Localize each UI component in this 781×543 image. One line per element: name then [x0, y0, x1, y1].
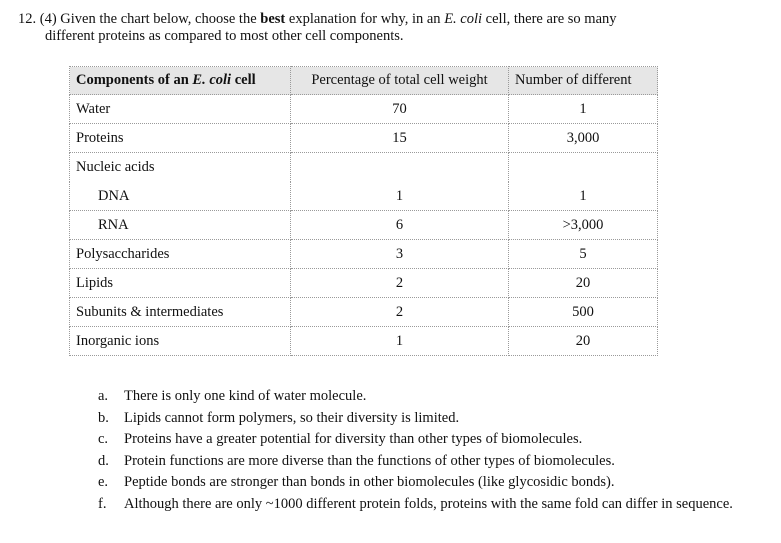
row-count: 1 [509, 95, 658, 124]
row-percent: 3 [291, 240, 509, 269]
row-count: 1 [509, 182, 658, 211]
row-name: DNA [70, 182, 291, 211]
row-percent: 15 [291, 124, 509, 153]
row-percent: 1 [291, 182, 509, 211]
table-row [70, 211, 658, 240]
table-row [70, 327, 658, 356]
question-text-c: cell, there are so many [482, 11, 617, 27]
row-percent: 2 [291, 269, 509, 298]
row-name: Water [70, 95, 291, 124]
choice-letter: d. [98, 452, 109, 469]
choice-letter: f. [98, 495, 107, 512]
choice-text: Lipids cannot form polymers, so their diversity is limited. [124, 409, 460, 426]
choice-text: Although there are only ~1000 different protein folds, proteins with the same fold can differ in sequence. [124, 495, 733, 512]
answer-choices [98, 388, 758, 517]
row-name: Nucleic acids [70, 153, 291, 182]
row-count: 5 [509, 240, 658, 269]
cell-components-table [69, 66, 658, 356]
table-row [70, 124, 658, 153]
choice-text: Proteins have a greater potential for diversity than other types of biomolecules. [124, 431, 583, 447]
row-name: Lipids [70, 269, 291, 298]
row-name: Polysaccharides [70, 240, 291, 269]
row-percent: 1 [291, 327, 509, 356]
question-text-bold: best [260, 11, 286, 27]
question-points: (4) [39, 11, 57, 27]
row-name: Subunits & intermediates [70, 298, 291, 327]
table-header-row [70, 67, 658, 95]
choice-a[interactable] [98, 388, 758, 406]
choice-b[interactable] [98, 410, 758, 428]
question-text-italic: E. coli [444, 11, 483, 27]
row-percent: 70 [291, 95, 509, 124]
row-percent: 2 [291, 298, 509, 327]
table-row [70, 153, 658, 182]
question-number: 12. [18, 11, 37, 27]
choice-letter: b. [98, 409, 109, 426]
row-percent: 6 [291, 211, 509, 240]
row-count: >3,000 [509, 211, 658, 240]
table-row [70, 95, 658, 124]
question-text-line2: different proteins as compared to most other cell components. [45, 28, 404, 44]
row-name: Proteins [70, 124, 291, 153]
row-count: 20 [509, 269, 658, 298]
choice-e[interactable] [98, 474, 758, 492]
question-prompt [18, 11, 763, 45]
question-text-b: explanation for why, in an [285, 11, 445, 27]
choice-text: There is only one kind of water molecule. [124, 388, 367, 404]
table-row [70, 182, 658, 211]
choice-c[interactable] [98, 431, 758, 449]
choice-letter: a. [98, 388, 109, 404]
row-count: 500 [509, 298, 658, 327]
choice-d[interactable] [98, 453, 758, 471]
row-percent [291, 153, 509, 182]
row-name: RNA [70, 211, 291, 240]
question-text-a: Given the chart below, choose the [60, 11, 261, 27]
choice-text: Peptide bonds are stronger than bonds in other biomolecules (like glycosidic bonds). [124, 474, 615, 490]
choice-text: Protein functions are more diverse than the functions of other types of biomolecules. [124, 452, 615, 469]
row-count [509, 153, 658, 182]
choice-f[interactable] [98, 496, 758, 514]
header-percentage: Percentage of total cell weight [291, 67, 509, 95]
table-row [70, 298, 658, 327]
choice-letter: c. [98, 431, 109, 447]
table-row [70, 240, 658, 269]
row-name: Inorganic ions [70, 327, 291, 356]
header-components: Components of an E. coli cell [70, 67, 291, 95]
table-row [70, 269, 658, 298]
row-count: 3,000 [509, 124, 658, 153]
header-number: Number of different [509, 67, 658, 95]
choice-letter: e. [98, 474, 109, 490]
row-count: 20 [509, 327, 658, 356]
